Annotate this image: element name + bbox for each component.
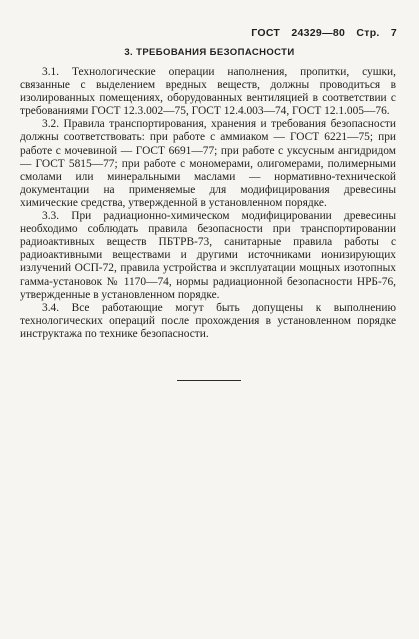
page-header [251, 27, 397, 39]
standard-number: 24329—80 [291, 27, 346, 39]
page-number: 7 [390, 27, 397, 39]
paragraph-3-1: 3.1. Технологические операции наполнения, пропитки, сушки, связанные с выделением вредных веществ, должны проводиться в изолированных помещениях, оборудованных вентиляцией в соответствии с требованиями ГОСТ 12.3.002—75, ГОСТ 12.4.003—74, ГОСТ 12.1.005—76. [20, 66, 396, 118]
section-end-divider [177, 380, 241, 381]
paragraph-3-3: 3.3. При радиационно-химическом модифицировании древесины необходимо соблюдать правила безопасности при транспортировании радиоактивных веществ ПБТРВ-73, санитарные правила работы с радиоактивными веществами и другими источниками ионизирующих излучений ОСП-72, правила устройства и эксплуатации мощных изотопных гамма-установок № 1170—74, нормы радиационной безопасности НРБ-76, утвержденные в установленном порядке. [20, 210, 396, 301]
section-title: 3. ТРЕБОВАНИЯ БЕЗОПАСНОСТИ [124, 47, 295, 58]
section-body [20, 66, 396, 341]
standard-label: ГОСТ [251, 27, 281, 39]
paragraph-3-2: 3.2. Правила транспортирования, хранения и требования безопасности должны соответствовать: при работе с аммиаком — ГОСТ 6221—75; при работе с мочевиной — ГОСТ 6691—77; при работе с уксусным ангидридом — ГОСТ 5815—77; при работе с мономерами, олигомерами, полимерными смолами или минеральными маслами — нормативно-технической документации на применяемые для модифицирования древесины химические средства, утвержденной в установленном порядке. [20, 118, 396, 209]
paragraph-3-4: 3.4. Все работающие могут быть допущены к выполнению технологических операций после прохождения в установленном порядке инструктажа по технике безопасности. [20, 301, 396, 340]
page-label: Стр. [356, 27, 380, 39]
